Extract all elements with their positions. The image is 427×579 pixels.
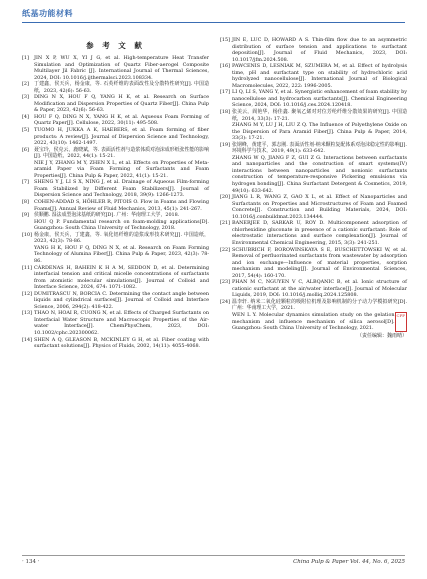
cpp-stamp: CPP <box>395 312 407 332</box>
reference-entry <box>22 219 209 232</box>
reference-text: HOU F Q, DING N X, YANG H K, et al. Aqueous Foam Forming of Quartz Paper[J]. Cellulose, 2022, 30(11): 495-508. <box>34 113 209 127</box>
reference-number <box>220 155 232 194</box>
reference-text: DUMITRASCU N, BORCIA C. Determining the contact angle between liquids and cylindrical surfaces[J]. Journal of Colloid and Interface Science, 2006, 294(2): 418-422. <box>34 290 209 310</box>
reference-number: [22] <box>220 246 231 253</box>
reference-text: JIN E, LUC D, HOWARD A S. Thin-film flow due to an asymmetric distribution of surface tension and applications to surfactant deposition[J]. Journal of Fluid Mechanics, 2023, DOI: 10.1017/jfm.2024.508. <box>232 37 407 63</box>
reference-entry <box>220 312 407 332</box>
page-number: · 134 · <box>22 559 40 565</box>
reference-text: SHEN A Q, GLEASON B, MCKINLEY G H, et al. Fiber coating with surfactant solutions[J]. Physics of Fluids, 2002, 14(11): 4055-4068. <box>34 336 209 350</box>
reference-text: CÁRDENAS H, BAHEIN K H A M, SEDDON D, et al. Determining interfacial tension and critical micelle concentrations of surfactants from atomistic molecular simulations[J]. Journal of Colloid and Interface Science, 2024, 674: 1071-1082. <box>34 264 209 291</box>
reference-number: [6] <box>22 146 29 153</box>
reference-number: [23] <box>220 279 231 286</box>
reference-number <box>22 245 34 265</box>
reference-text: COHEN-ADDAD S, HÖHLER R, PITOIS O. Flow in Foams and Flowing Foams[J]. Annual Review of Fluid Mechanics, 2013, 45(1): 241-267. <box>34 199 209 212</box>
reference-entry <box>220 247 407 280</box>
reference-text: JIANG L R, WANG Z, GAO X L, et al. Effect of Nanoparticles and Surfactants on Properties and Microstructures of Foam and Foamed Concrete[J]. Construction and Building Materials, 2024, DOI: 10.1016/j.conbuildmat.2023.134444. <box>232 194 407 220</box>
reference-number: [7] <box>22 179 29 186</box>
reference-entry <box>220 89 407 109</box>
reference-number: [17] <box>220 89 231 96</box>
reference-number: [9] <box>22 212 29 219</box>
reference-text: SCHUBRICH F, BOROWINSKAYA S E, BUSCHETTOWSKI W, et al. Removal of perfluorinated surfactants from wastewater by adsorption and ion exchange—Influence of material properties, sorption mechanism and modeling[J]. Journal of Environmental Sciences, 2017, 54(4): 160-170. <box>232 246 407 279</box>
reference-text: YANG H K, HOU F Q, DING N X, et al. Research on Foam Forming Technology of Alumina Fiber[J]. China Pulp & Paper, 2023, 42(3): 78-86. <box>34 244 209 264</box>
reference-number: [15] <box>220 37 231 43</box>
reference-text: THAO N, HOAI R, CUONG N, et al. Effects of Charged Surfactants on Interfacial Water Structure and Macroscopic Properties of the Air-water Interface[J]. ChemPhysChem, 2023, DOI: 10.1002/cphc.202300062. <box>34 310 209 336</box>
reference-text: HOU Q P. Fundamental research on foam-molding applications[D]. Guangzhou: South China University of Technology, 2018. <box>34 218 209 232</box>
reference-number <box>220 312 232 332</box>
reference-text: WEN L Y. Molecular dynamics simulation study on the gelation mechanism and influence mechanism of silica aerosol[D]. Guangzhou: South China University of Technology, 2021. <box>232 311 395 332</box>
reference-entry <box>22 114 209 127</box>
reference-text: 张钢峰，黄建平，郭志刚. 表面活性剂-纳米颗粒复配体系对泡沫稳定性的影响[J]. 环境科学与技术，2019, 49(1): 633-642. <box>232 141 407 155</box>
reference-entry <box>220 279 407 299</box>
reference-text: DING N X, HOU F Q, YANG H K, et al. Research on Surface Modification and Dispersion Properties of Quartz Fiber[J]. China Pulp & Paper, 2023, 42(6): 56-63. <box>34 94 209 114</box>
reference-entry <box>220 220 407 246</box>
reference-entry <box>22 310 209 336</box>
reference-entry <box>22 245 209 265</box>
reference-text: 侯顺鹏. 湿法成型泡沫基纸的研究[D]. 广州：华南理工大学，2018. <box>34 212 180 219</box>
reference-entry <box>22 265 209 291</box>
reference-number: [21] <box>220 220 231 227</box>
reference-text: NIE J Y, ZHANG M Y, ZHEN X L, et al. Effects on Properties of Meta-aramid Paper via Foam Forming of Surfactants and Foam Properties[J]. China Pulp & Paper, 2022, 41(1): 15-21. <box>34 159 209 179</box>
reference-entry <box>220 109 407 122</box>
reference-number: [2] <box>22 81 29 88</box>
reference-number: [14] <box>22 336 33 343</box>
reference-text: BANERJEE D, SARKAR U, ROY D. Multicomponent adsorption of chlorhexidine gluconate in presence of a cationic surfactant: Role of electrostatic interactions and surface complexation[J]. Journal of Environmental Chemical Engineering, 2015, 3(3): 241-251. <box>232 220 407 246</box>
reference-number: [3] <box>22 94 29 101</box>
reference-entry <box>220 37 407 63</box>
reference-text: ZHANG M Y, LU J H, LIU Z Q. The Influence of Polyethylene Oxide on the Dispersion of Para Aramid Fiber[J]. China Pulp & Paper, 2014, 33(3): 17-21. <box>232 122 407 142</box>
reference-entry <box>22 55 209 81</box>
reference-entry <box>220 63 407 89</box>
reference-entry <box>22 94 209 114</box>
reference-entry <box>220 155 407 194</box>
reference-entry <box>22 179 209 199</box>
reference-number: [1] <box>22 55 29 61</box>
reference-number: [16] <box>220 63 231 70</box>
reference-number: [13] <box>22 310 33 317</box>
reference-entry <box>22 81 209 94</box>
reference-text: 温李轩. 纳米二氧化硅颗粒的吸附位机理及影响机制的分子动力学模拟研究[D]. 广州：华南理工大学，2021. <box>232 298 407 312</box>
reference-text: 丁建鑫，侯天兵，杨金康，等. 石英纤维的表面改性及分散特性研究[J]. 中国造纸，2023, 42(6): 56-63. <box>34 81 209 94</box>
reference-number <box>22 160 34 180</box>
reference-text: 聂宝玲，侯克云，鹿晓斌，等. 表面活性剂与造浆体质对泡沫成形纸张性能的影响[J]. 中国造纸，2022, 44(1): 15-21. <box>34 146 209 160</box>
reference-number: [12] <box>22 290 33 297</box>
reference-number <box>220 122 232 142</box>
reference-entry <box>22 199 209 212</box>
header-rule <box>22 22 405 23</box>
reference-number: [20] <box>220 194 231 201</box>
reference-entry <box>22 232 209 245</box>
reference-number: [19] <box>220 141 231 148</box>
reference-text: 张美云，阎艳华，杨佳鑫. 聚氧乙烯对对位芳纶纤维分散效果的研究[J]. 中国造纸，2014, 33(3): 17-21. <box>232 109 407 122</box>
reference-text: TUOMO H, JUKKA A K, HAEBERS, et al. Foam forming of fiber products: A review[J]. Journal of Dispersion Science and Technology, 2022, 43(10): 1462-1497. <box>34 127 209 147</box>
reference-number: [10] <box>22 231 33 238</box>
section-header: 纸基功能材料 <box>22 9 73 18</box>
editor-note: （责任编辑：魏雨晴） <box>356 332 407 339</box>
reference-text: 杨金康，侯天兵，丁建鑫，等. 氧化铝纤维的造浆成形技术研究[J]. 中国造纸，2023, 42(3): 78-86. <box>34 231 209 245</box>
reference-entry <box>22 160 209 180</box>
reference-text: JIN X P, WU X, YI J G, et al. High-temperature Heat Transfer Simulation and Optimization of Quartz Fiber-aerogel Composite Multilayer Jil Fabric [J]. International Journal of Thermal Sciences, 2024, DOI: 10.1016/j.ijthermalsci.2023.108334. <box>34 55 209 81</box>
reference-entry <box>22 337 209 350</box>
reference-entry <box>22 127 209 147</box>
references-right-column <box>220 37 407 339</box>
reference-number: [8] <box>22 199 29 206</box>
reference-text: SHENG Y J, LI S X, NING J, et al. Drainage of Aqueous Film-forming Foam Stabilized by Different Foam Stabilizers[J]. Journal of Dispersion Science and Technology, 2018, 39(9): 1266-1273. <box>34 179 209 199</box>
reference-number: [18] <box>220 109 231 116</box>
reference-entry <box>220 122 407 142</box>
reference-entry <box>220 299 407 312</box>
reference-entry <box>220 142 407 155</box>
footer-rule <box>22 555 405 556</box>
reference-entry <box>22 291 209 311</box>
reference-text: PAWCENIS D, LESNIAK M, SZUMERA M, et al. Effect of hydrolysis time, pH and surfactant type on stability of hydrochloric acid hydrolyzed nanocellulose[J]. International Journal of Biological Macromolecules, 2022, 222: 1996-2005. <box>232 63 407 89</box>
reference-text: LI Q, LI S, YANG Y, et al. Synergistic enhancement of foam stability by nanocellulose and hydrocarbon surfactants[J]. Chemical Engineering Science, 2024, DOI: 10.1016/j.ces.2024.120418. <box>232 89 407 109</box>
reference-text: PHAN M C, NGUYEN V C, ALBQANIC B, et al. Ionic structure of cationic surfactant at the air/water interface[J]. Journal of Molecular Liquids, 2019, DOI: 10.1016/j.molliq.2024.125808. <box>232 279 407 299</box>
references-title: 参 考 文 献 <box>86 41 145 50</box>
reference-number: [5] <box>22 127 29 134</box>
reference-number <box>22 219 34 232</box>
reference-entry <box>22 147 209 160</box>
references-left-column <box>22 55 209 350</box>
reference-number: [24] <box>220 298 231 305</box>
journal-info: China Pulp & Paper Vol. 44, No. 6, 2025 <box>293 559 405 565</box>
reference-entry <box>220 194 407 220</box>
reference-text: ZHANG W Q, JIANG F Z, GUI Z G. Interactions between surfactants and nanoparticles and the construction of smart systems(IV) interactions between nanoparticles and nonionic surfactants construction of temperature-responsive Pickering emulsions via hydrogen bonding[J]. China Surfactant Detergent & Cosmetics, 2019, 49(10): 633-642. <box>232 154 407 194</box>
reference-number: [11] <box>22 264 33 271</box>
reference-number: [4] <box>22 113 29 120</box>
